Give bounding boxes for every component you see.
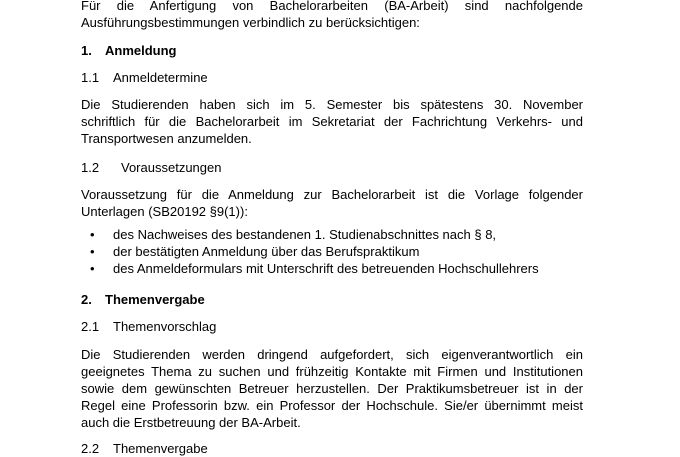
intro-line-1: Für die Anfertigung von Bachelorarbeiten (BA-Arbeit) sind nachfolgende xyxy=(81,0,583,13)
paragraph-line: schriftlich für die Bachelorarbeit im Sekretariat der Fachrichtung Verkehrs- und xyxy=(81,114,583,129)
subsection-title: Anmeldetermine xyxy=(113,70,208,85)
paragraph-line: Transportwesen anzumelden. xyxy=(81,131,252,146)
intro-line-2: Ausführungsbestimmungen verbindlich zu berücksichtigen: xyxy=(81,15,420,30)
list-item-text: des Nachweises des bestandenen 1. Studienabschnittes nach § 8, xyxy=(113,227,497,242)
subsection-number: 2.2 xyxy=(81,441,100,456)
section-heading-anmeldung xyxy=(81,42,177,59)
subsection-title: Themenvorschlag xyxy=(113,319,217,334)
subsection-title: Voraussetzungen xyxy=(121,160,222,175)
subsection-title: Themenvergabe xyxy=(113,441,208,456)
intro-paragraph xyxy=(81,0,583,31)
paragraph-line: Regel eine Professorin bzw. ein Professor der Hochschule. Sie/er übernimmt meist xyxy=(81,398,583,413)
paragraph-line: auch die Erstbetreuung der BA-Arbeit. xyxy=(81,415,301,430)
section-title: Anmeldung xyxy=(105,43,177,58)
voraussetzungen-list xyxy=(81,226,583,277)
list-item xyxy=(81,243,583,260)
subsection-heading-themenvorschlag xyxy=(81,318,216,335)
section-heading-themenvergabe xyxy=(81,291,205,308)
section-title: Themenvergabe xyxy=(105,292,205,307)
bullet-icon: • xyxy=(90,227,95,242)
list-item xyxy=(81,226,583,243)
paragraph-line: geeignetes Thema zu suchen und frühzeitig Kontakte mit Firmen und Institutionen xyxy=(81,364,583,379)
list-item xyxy=(81,260,583,277)
paragraph-line: Voraussetzung für die Anmeldung zur Bachelorarbeit ist die Vorlage folgender xyxy=(81,187,583,202)
list-item-text: des Anmeldeformulars mit Unterschrift des betreuenden Hochschullehrers xyxy=(113,261,539,276)
subsection-heading-anmeldetermine xyxy=(81,69,208,86)
themenvorschlag-paragraph xyxy=(81,346,583,431)
anmeldetermine-paragraph xyxy=(81,96,583,147)
section-number: 1. xyxy=(81,43,92,58)
subsection-number: 1.2 xyxy=(81,160,100,175)
voraussetzungen-paragraph xyxy=(81,186,583,220)
paragraph-line: Die Studierenden haben sich im 5. Semester bis spätestens 30. November xyxy=(81,97,583,112)
list-item-text: der bestätigten Anmeldung über das Berufspraktikum xyxy=(113,244,420,259)
bullet-icon: • xyxy=(90,261,95,276)
paragraph-line: sowie dem gewünschten Betreuer herzustellen. Der Praktikumsbetreuer ist in der xyxy=(81,381,583,396)
paragraph-line: Unterlagen (SB20192 §9(1)): xyxy=(81,204,248,219)
bullet-icon: • xyxy=(90,244,95,259)
paragraph-line: Die Studierenden werden dringend aufgefordert, sich eigenverantwortlich ein xyxy=(81,347,583,362)
subsection-heading-themenvergabe xyxy=(81,440,208,457)
subsection-heading-voraussetzungen xyxy=(81,159,221,176)
subsection-number: 2.1 xyxy=(81,319,100,334)
section-number: 2. xyxy=(81,292,92,307)
subsection-number: 1.1 xyxy=(81,70,100,85)
